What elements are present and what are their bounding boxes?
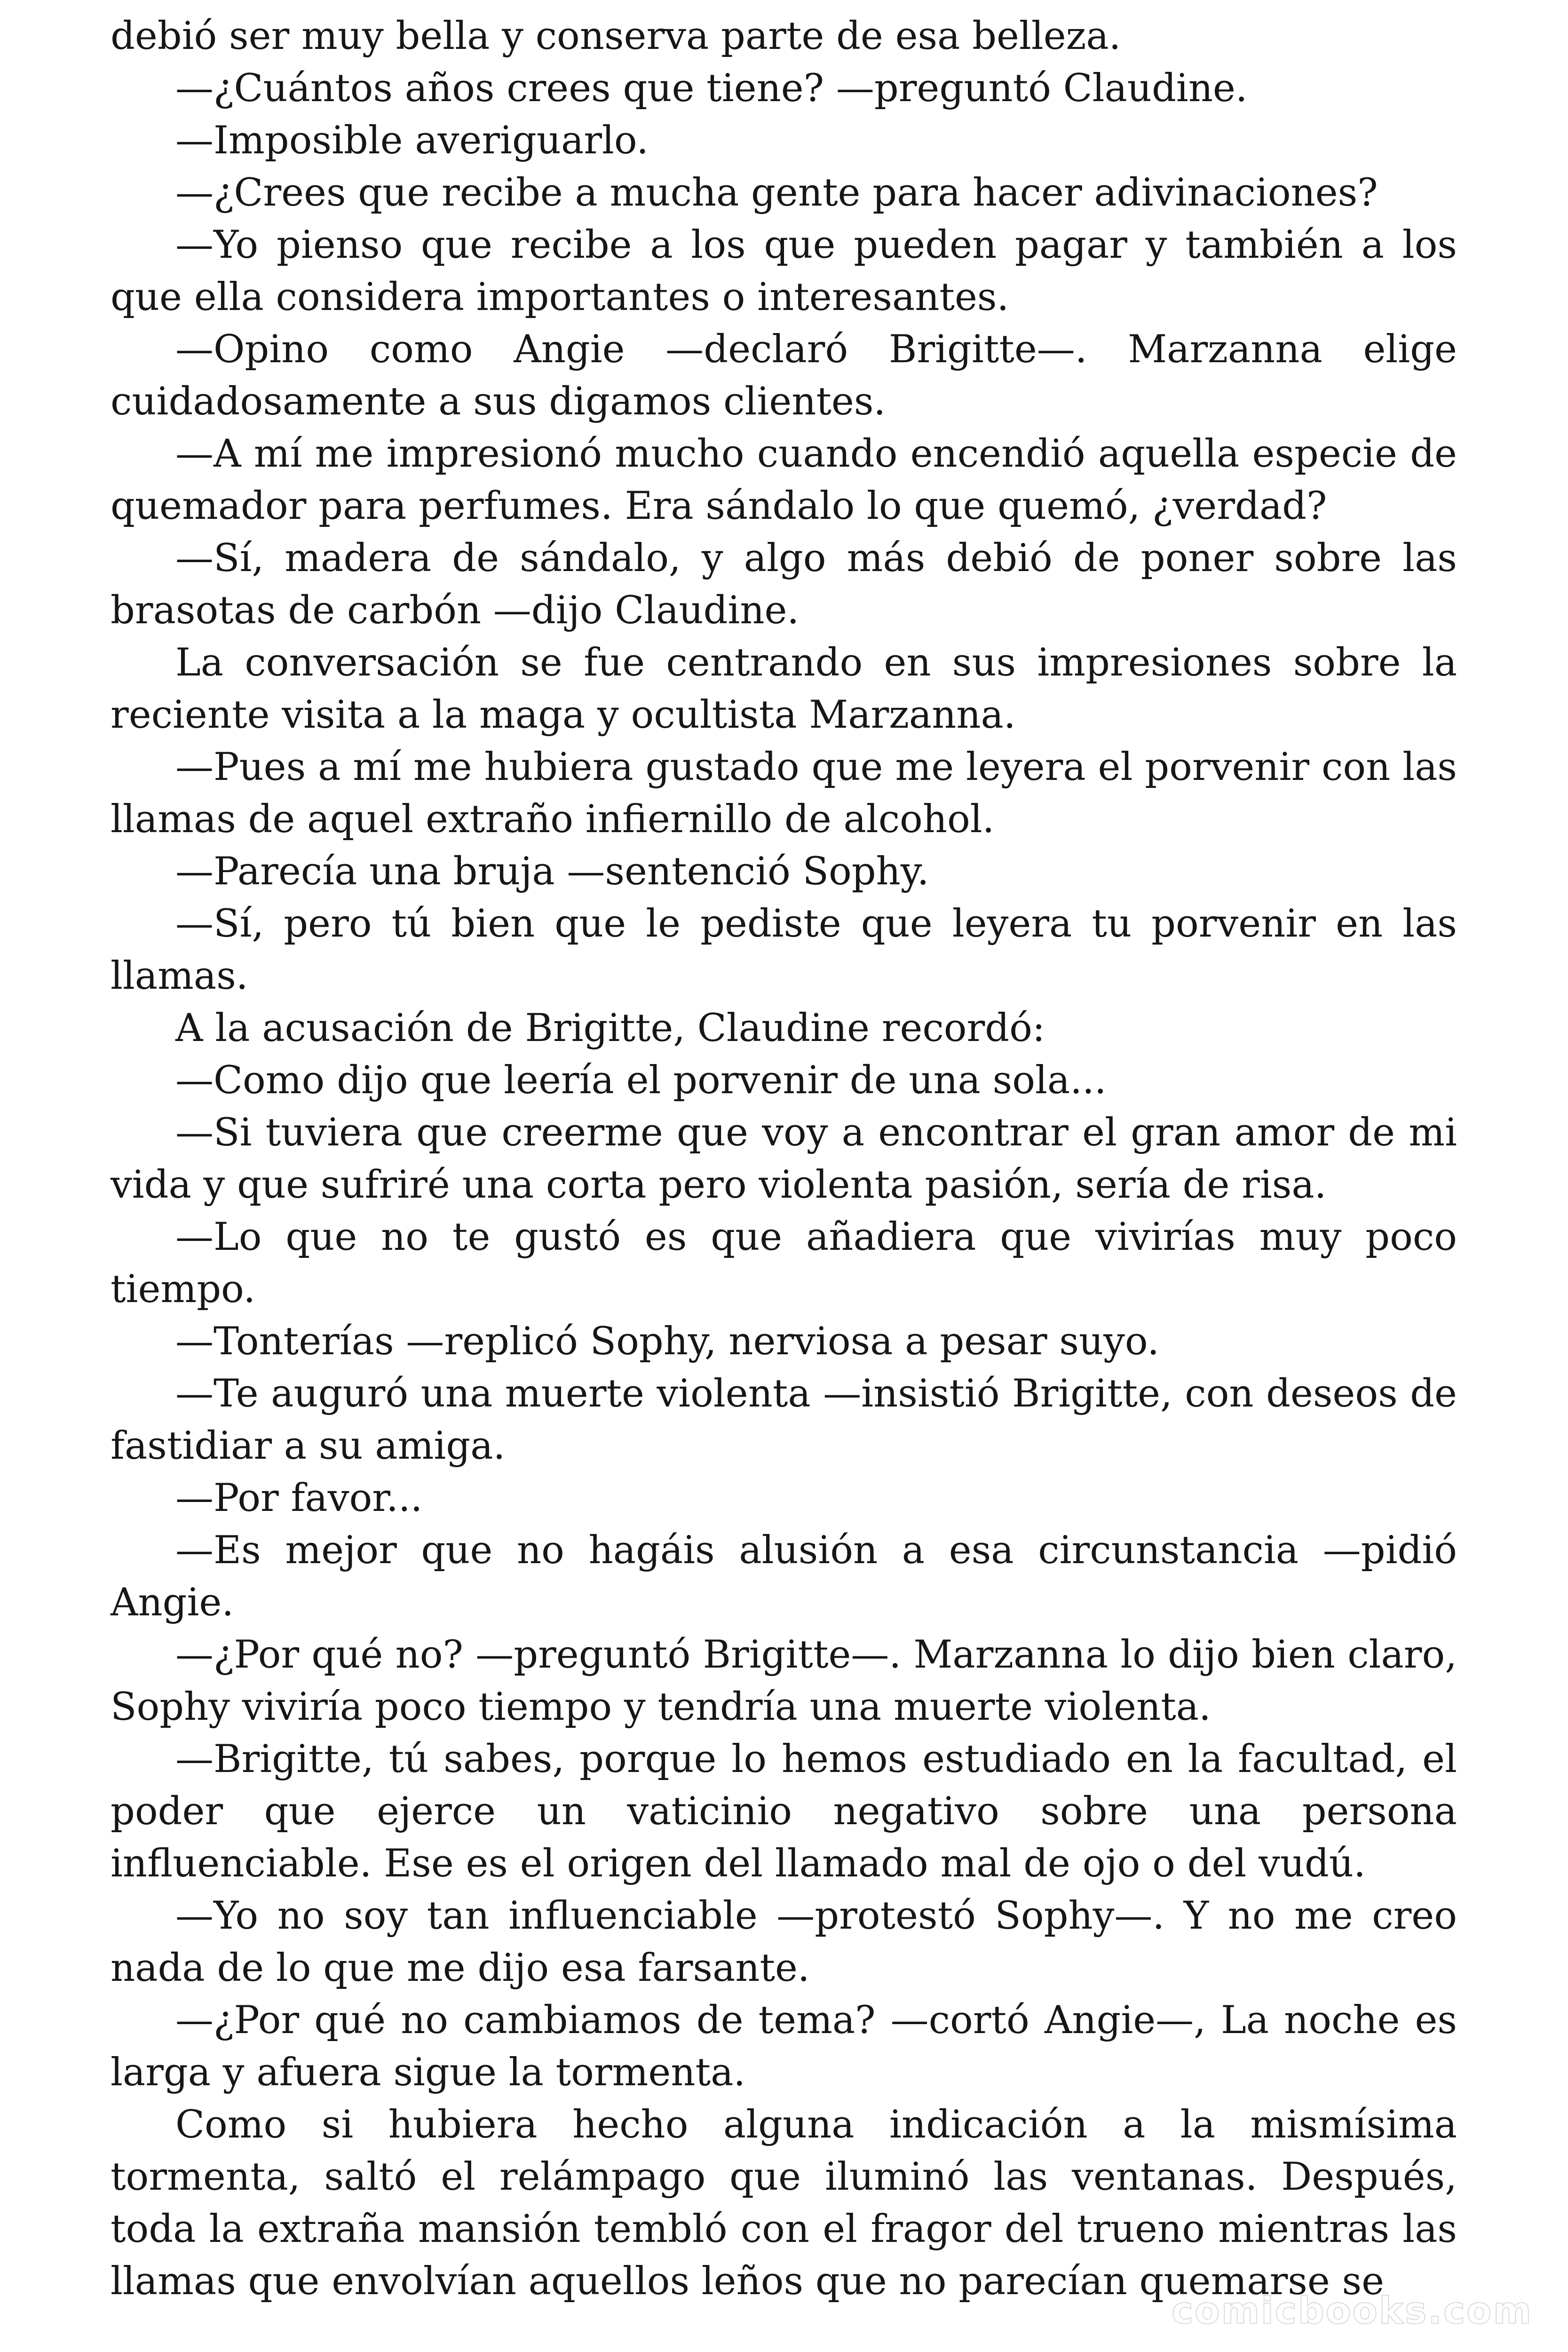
paragraph-13: A la acusación de Brigitte, Claudine recordó:	[175, 1006, 1045, 1050]
paragraph-2: —¿Cuántos años crees que tiene? —preguntó Claudine.	[175, 66, 1248, 111]
paragraph-17: —Tonterías —replicó Sophy, nerviosa a pesar suyo.	[175, 1319, 1159, 1364]
paragraph-25: Como si hubiera hecho alguna indicación a la mismísima tormenta, saltó el relámpago que iluminó las ventanas. Después, toda la extraña mansión tembló con el fragor del trueno mientras las llamas que envolvían aquellos leños que no parecían quemarse se	[111, 2103, 1457, 2304]
paragraph-1: debió ser muy bella y conserva parte de esa belleza.	[111, 14, 1121, 58]
paragraph-8: —Sí, madera de sándalo, y algo más debió de poner sobre las brasotas de carbón —dijo Claudine.	[111, 536, 1457, 633]
paragraph-21: —¿Por qué no? —preguntó Brigitte—. Marzanna lo dijo bien claro, Sophy viviría poco tiempo y tendría una muerte violenta.	[111, 1633, 1457, 1729]
paragraph-24: —¿Por qué no cambiamos de tema? —cortó Angie—, La noche es larga y afuera sigue la tormenta.	[111, 1998, 1457, 2095]
paragraph-11: —Parecía una bruja —sentenció Sophy.	[175, 850, 929, 894]
page-text	[111, 10, 1457, 2308]
paragraph-3: —Imposible averiguarlo.	[175, 119, 649, 163]
paragraph-19: —Por favor...	[175, 1476, 423, 1520]
paragraph-9: La conversación se fue centrando en sus impresiones sobre la reciente visita a la maga y ocultista Marzanna.	[111, 641, 1457, 737]
paragraph-10: —Pues a mí me hubiera gustado que me leyera el porvenir con las llamas de aquel extraño infiernillo de alcohol.	[111, 745, 1457, 842]
paragraph-18: —Te auguró una muerte violenta —insistió Brigitte, con deseos de fastidiar a su amiga.	[111, 1372, 1457, 1468]
paragraph-12: —Sí, pero tú bien que le pediste que leyera tu porvenir en las llamas.	[111, 902, 1457, 998]
paragraph-7: —A mí me impresionó mucho cuando encendió aquella especie de quemador para perfumes. Era sándalo lo que quemó, ¿verdad?	[111, 432, 1457, 528]
paragraph-14: —Como dijo que leería el porvenir de una sola...	[175, 1058, 1107, 1103]
paragraph-6: —Opino como Angie —declaró Brigitte—. Marzanna elige cuidadosamente a sus digamos clientes.	[111, 327, 1457, 424]
paragraph-23: —Yo no soy tan influenciable —protestó Sophy—. Y no me creo nada de lo que me dijo esa farsante.	[111, 1894, 1457, 1990]
paragraph-15: —Si tuviera que creerme que voy a encontrar el gran amor de mi vida y que sufriré una corta pero violenta pasión, sería de risa.	[111, 1111, 1457, 1207]
watermark-logo: comicbooks.com	[1171, 2290, 1533, 2332]
paragraph-20: —Es mejor que no hagáis alusión a esa circunstancia —pidió Angie.	[111, 1528, 1457, 1625]
paragraph-22: —Brigitte, tú sabes, porque lo hemos estudiado en la facultad, el poder que ejerce un vaticinio negativo sobre una persona influenciable. Ese es el origen del llamado mal de ojo o del vudú.	[111, 1737, 1457, 1886]
paragraph-16: —Lo que no te gustó es que añadiera que vivirías muy poco tiempo.	[111, 1215, 1457, 1311]
paragraph-5: —Yo pienso que recibe a los que pueden pagar y también a los que ella considera importantes o interesantes.	[111, 223, 1457, 319]
paragraph-4: —¿Crees que recibe a mucha gente para hacer adivinaciones?	[175, 171, 1378, 215]
